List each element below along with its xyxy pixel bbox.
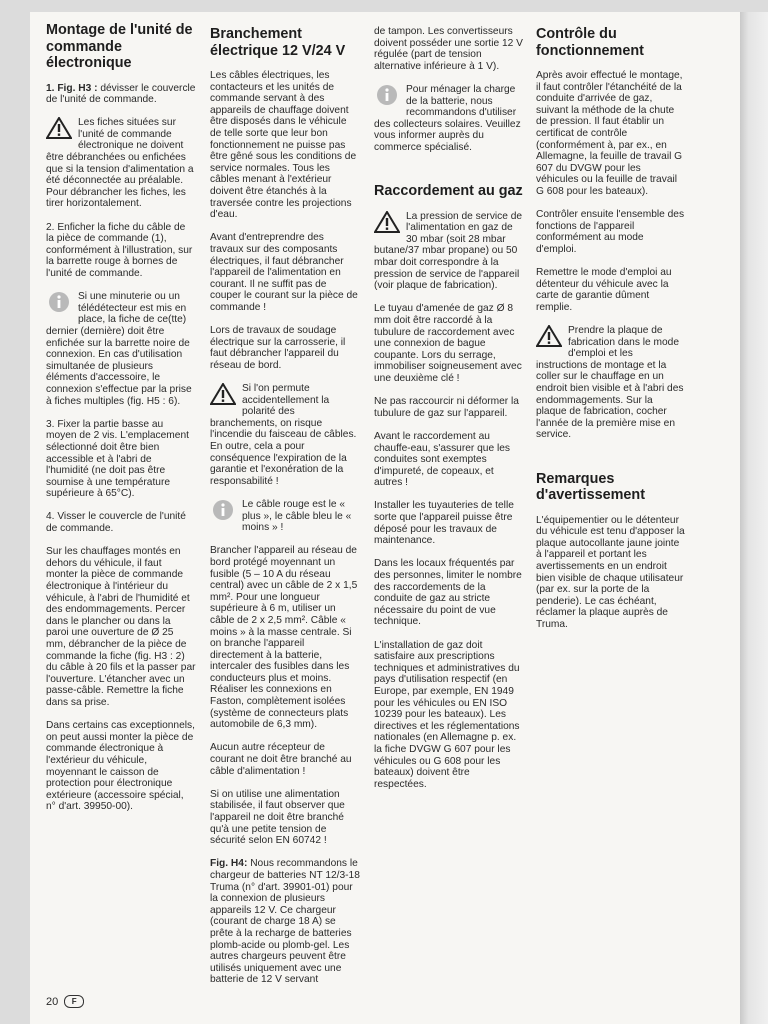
warning-note — [374, 211, 524, 292]
heading-remarques: Remarques d'avertissement — [536, 470, 646, 504]
page-number: 20 — [46, 995, 59, 1008]
info-icon — [210, 499, 236, 521]
paragraph: de tampon. Les convertisseurs doivent posséder une sortie 12 V régulée (part de tension alternative inférieure à 1 V). — [374, 26, 523, 72]
warning-text: La pression de service de l'alimentation en gaz de 30 mbar (soit 28 mbar butane/37 mbar propane) ou 50 mbar doit correspondre à la pression de service de l'appareil (voir plaque de fabrication). — [374, 210, 523, 292]
paragraph: Contrôler ensuite l'ensemble des fonctions de l'appareil conformément au mode d'emploi. — [536, 209, 685, 255]
paragraph: Lors de travaux de soudage électrique sur la carrosserie, il faut débrancher l'appareil du réseau de bord. — [210, 325, 346, 371]
heading-raccordement-gaz: Raccordement au gaz — [374, 183, 523, 200]
paragraph: 3. Fixer la partie basse au moyen de 2 vis. L'emplacement sélectionné doit être bien accessible et à l'abri de l'humidité (ne doit pas être soumise à une température supérieure à 65°C). — [46, 418, 189, 500]
paragraph: Les câbles électriques, les contacteurs et les unités de commande servant à des appareils de chauffage doivent être disposés dans le véhicule de telle sorte que leur bon fonctionnement ne puisse pas être gêné sous les conditions de service normales. Tous les câbles menant à l'extérieur doivent être étanchés à la traversée contre les projections d'eau. — [210, 70, 357, 221]
paragraph: Dans certains cas exceptionnels, on peut aussi monter la pièce de commande électronique à l'extérieur du véhicule, moyennant le caisson de protection pour électronique extérieure (accessoire spécial, n° d'art. 39950-00). — [46, 720, 195, 813]
paragraph: Avant d'entreprendre des travaux sur des composants électriques, il faut débrancher l'appareil de l'alimentation en courant. Il ne suffit pas de couper le courant sur la pièce de commande ! — [210, 232, 358, 313]
paragraph: Installer les tuyauteries de telle sorte que l'appareil puisse être déposé pour les travaux de maintenance. — [374, 500, 514, 547]
paragraph: Remettre le mode d'emploi au détenteur du véhicule avec la carte de garantie dûment remplie. — [536, 267, 672, 313]
info-note — [46, 291, 196, 407]
language-badge: F — [64, 995, 84, 1008]
paragraph: Avant le raccordement au chauffe-eau, s'assurer que les conduites sont exemptes d'impureté, de copeaux, et autres ! — [374, 430, 510, 489]
warning-note — [210, 383, 360, 487]
column-2 — [210, 26, 360, 998]
warning-text: Si l'on permute accidentellement la polarité des branchements, on risque l'incendie du faisceau de câbles. En outre, cela a pour conséquence l'expiration de la garantie et l'exonération de la responsabilité ! — [210, 383, 357, 487]
paragraph-text: Nous recommandons le chargeur de batteries NT 12/3-18 Truma (n° d'art. 39901-01) pour la connexion de plusieurs appareils 12 V. Ce chargeur (courant de charge 18 A) se prête à la recharge de batteries plomb-acide ou plomb-gel. Les autres chargeurs peuvent être utilisés uniquement avec une batterie de 12 V servant — [210, 858, 360, 986]
warning-icon — [46, 117, 72, 139]
warning-note — [46, 117, 196, 210]
paragraph-text: dévisser le couvercle de l'unité de commande. — [46, 82, 196, 106]
info-text: Pour ménager la charge de la batterie, nous recommandons d'utiliser des collecteurs solaires. Veuillez vous informer auprès du commerce spécialisé. — [374, 83, 521, 153]
page-edge-shadow — [740, 12, 768, 1024]
paragraph: Dans les locaux fréquentés par des personnes, limiter le nombre des raccordements de la conduite de gaz au stricte nécessaire du point de vue technique. — [374, 558, 522, 628]
paragraph: Brancher l'appareil au réseau de bord protégé moyennant un fusible (5 – 10 A du réseau central) avec un câble de 2 x 1,5 mm². Pour une longueur supérieure à 6 m, utiliser un câble de 2 x 2,5 mm². Câble « moins » à la masse centrale. Si on branche l'appareil directement à la batterie, intercaler des fusibles dans les conducteurs plus et moins. Réaliser les connexions en Faston, complètement isolées (système de connecteurs plats automobile de 6,3 mm). — [210, 545, 358, 731]
paragraph: 2. Enficher la fiche du câble de la pièce de commande (1), conformément à l'illustration, sur la barrette rouge à bornes de l'unité de commande. — [46, 221, 193, 279]
warning-icon — [374, 211, 400, 233]
figure-ref: 1. Fig. H3 : — [46, 82, 98, 94]
heading-branchement: Branchement électrique 12 V/24 V — [210, 26, 346, 59]
warning-icon — [536, 325, 562, 347]
column-1 — [46, 22, 196, 825]
paragraph: Après avoir effectué le montage, il faut contrôler l'étanchéité de la conduite d'arrivée de gaz, suivant la méthode de la chute de pression. Il faut établir un certificat de contrôle (conformément à, par ex., en Allemagne, la feuille de travail G 607 du DVGW pour les véhicules ou la feuille de travail G 608 pour les bateaux). — [536, 70, 683, 197]
warning-text: Les fiches situées sur l'unité de commande électronique ne doivent être débranchées ou enfichées que si la tension d'alimentation a été déconnectée au préalable. Pour débrancher les fiches, les tirer horizontalement. — [46, 117, 194, 210]
warning-icon — [210, 383, 236, 405]
paragraph: 4. Visser le couvercle de l'unité de commande. — [46, 511, 186, 535]
manual-page — [30, 12, 740, 1024]
warning-text: Prendre la plaque de fabrication dans le mode d'emploi et les instructions de montage et la coller sur le chauffage en un endroit bien visible et à l'abri des endommagements. Sur la plaque de fabrication, cocher l'année de la première mise en service. — [536, 325, 684, 441]
info-icon — [46, 291, 72, 313]
page-footer — [46, 995, 84, 1008]
info-icon — [374, 84, 400, 106]
warning-note — [536, 325, 686, 441]
heading-montage: Montage de l'unité de commande électronique — [46, 22, 193, 71]
paragraph: Le tuyau d'amenée de gaz Ø 8 mm doit être raccordé à la tubulure de raccordement avec une connexion de bague coupante. Lors du serrage, immobiliser soigneusement avec une deuxième clé ! — [374, 303, 522, 384]
heading-controle: Contrôle du fonctionnement — [536, 26, 644, 59]
column-3 — [374, 26, 524, 802]
paragraph: L'équipementier ou le détenteur du véhicule est tenu d'apposer la plaque autocollante jaune jointe à l'appareil et portant les avertissements en un endroit bien visible de chaque utilisateur (par ex. sur la porte de la penderie). Le cas échéant, réclamer la plaque auprès de Truma. — [536, 514, 685, 630]
info-note — [210, 499, 360, 534]
paragraph: Sur les chauffages montés en dehors du véhicule, il faut monter la pièce de commande électronique à l'intérieur du véhicule, à l'abri de l'humidité et des endommagements. Percer dans le plancher ou dans la paroi une ouverture de Ø 25 mm, débrancher de la pièce de commande la fiche (fig. H3 : 2) du câble à 20 fils et la passer par l'ouverture. L'étancher avec un passe-câble. Remettre la fiche dans sa prise. — [46, 546, 196, 708]
info-text: Si une minuterie ou un télédétecteur est mis en place, la fiche de ce(tte) dernier (dernière) doit être enfichée sur la barrette noire de connexion. En cas d'utilisation simultanée de plusieurs éléments d'accessoire, le connexion s'effectue par la prise à fiches multiples (fig. H5 : 6). — [46, 291, 192, 407]
paragraph: Ne pas raccourcir ni déformer la tubulure de gaz sur l'appareil. — [374, 396, 519, 419]
figure-ref: Fig. H4: — [210, 858, 248, 870]
paragraph: Aucun autre récepteur de courant ne doit être branché au câble d'alimentation ! — [210, 742, 352, 777]
info-text: Le câble rouge est le « plus », le câble bleu le « moins » ! — [242, 498, 352, 534]
paragraph — [210, 858, 360, 986]
column-4 — [536, 26, 686, 642]
info-note — [374, 84, 524, 154]
paragraph: Si on utilise une alimentation stabilisée, il faut observer que l'appareil ne doit être branché qu'à une petite tension de sécurité selon EN 60742 ! — [210, 788, 345, 847]
paragraph — [46, 83, 196, 106]
paragraph: L'installation de gaz doit satisfaire aux prescriptions techniques et administratives du pays d'utilisation respectif (en Europe, par exemple, EN 1949 pour les véhicules ou EN ISO 10239 pour les bateaux). Les directives et les réglementations nationales (en Allemagne p. ex. la fiche DVGW G 607 pour les véhicules ou G 608 pour les bateaux) doivent être respectées. — [374, 639, 520, 790]
